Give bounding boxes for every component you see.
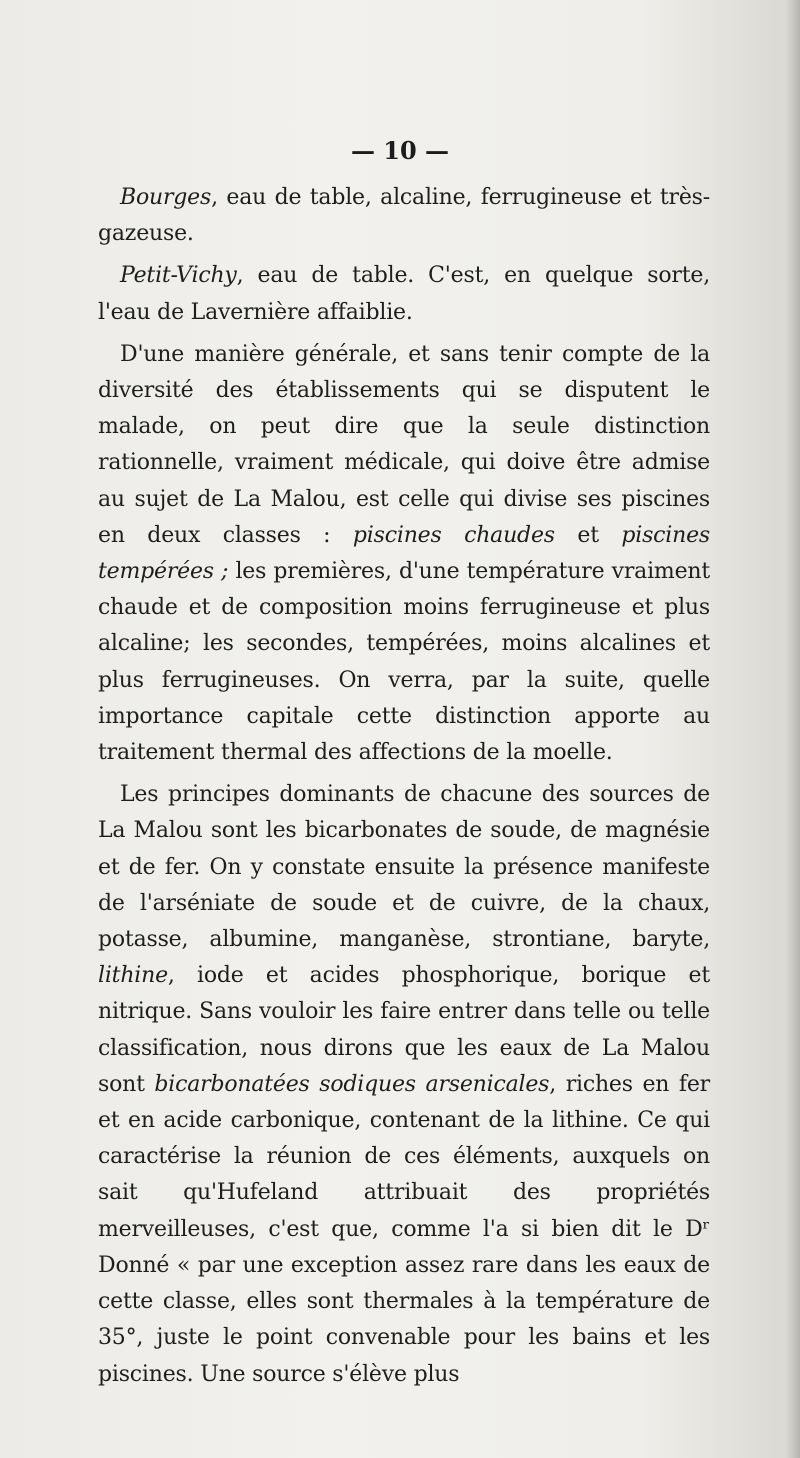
paragraph-text: D'une manière générale, et sans tenir compte de la diversité des établissements qui se disputent le malade, on peut dire que la seule distinction rationnelle, vraiment médicale, qui doive être admise au sujet de La Malou, est celle qui divise ses piscines en deux classes : bbox=[98, 341, 710, 548]
italic-term: Petit-Vichy bbox=[120, 263, 237, 289]
italic-term: lithine bbox=[98, 963, 168, 989]
paragraph-principes bbox=[98, 777, 710, 1392]
paragraph-text: les premières, d'une température vraiment chaude et de composition moins ferrugineuse et plus alcaline; les secondes, tempérées, moins alcalines et plus ferrugineuses. On verra, par la suite, quelle importance capitale cette distinction apporte au traitement thermal des affections de la moelle. bbox=[98, 559, 710, 766]
paragraph-text: , eau de table. C'est, en quelque sorte, l'eau de Lavernière affaiblie. bbox=[98, 263, 710, 325]
page-edge-shadow bbox=[786, 0, 800, 1458]
paragraph-text: , iode et acides phosphorique, borique et nitrique. Sans vouloir les faire entrer dans telle ou telle classification, nous dirons que les eaux de La Malou sont bbox=[98, 963, 710, 1097]
italic-term: Bourges bbox=[120, 185, 212, 210]
page-number: — 10 — bbox=[350, 136, 450, 165]
italic-term: piscines chaudes bbox=[352, 522, 555, 548]
paragraph-petit-vichy bbox=[98, 258, 710, 330]
paragraph-text: , eau de table, alcaline, ferrugineuse et très-gazeuse. bbox=[98, 185, 710, 247]
italic-term: bicarbonatées sodiques arsenicales bbox=[154, 1071, 550, 1097]
body-text bbox=[98, 180, 710, 1393]
paragraph-text: , riches en fer et en acide carbonique, contenant de la lithine. Ce qui caractérise la réunion de ces éléments, auxquels on sait qu'Hufeland attribuait des propriétés merveilleuses, c'est que, comme l'a si bien dit le Dʳ Donné « par une exception assez rare dans les eaux de cette classe, elles sont thermales à la température de 35°, juste le point convenable pour les bains et les piscines. Une source s'élève plus bbox=[98, 1071, 710, 1387]
italic-term: piscines tempérées ; bbox=[98, 522, 711, 585]
paragraph-text: Les principes dominants de chacune des sources de La Malou sont les bicarbonates de soude, de magnésie et de fer. On y constate ensuite la présence manifeste de l'arséniate de soude et de cuivre, de la chaux, potasse, albumine, manganèse, strontiane, baryte, bbox=[98, 782, 710, 953]
paragraph-distinction bbox=[98, 337, 710, 771]
paragraph-bourges bbox=[98, 180, 710, 252]
paragraph-text: et bbox=[554, 522, 622, 548]
